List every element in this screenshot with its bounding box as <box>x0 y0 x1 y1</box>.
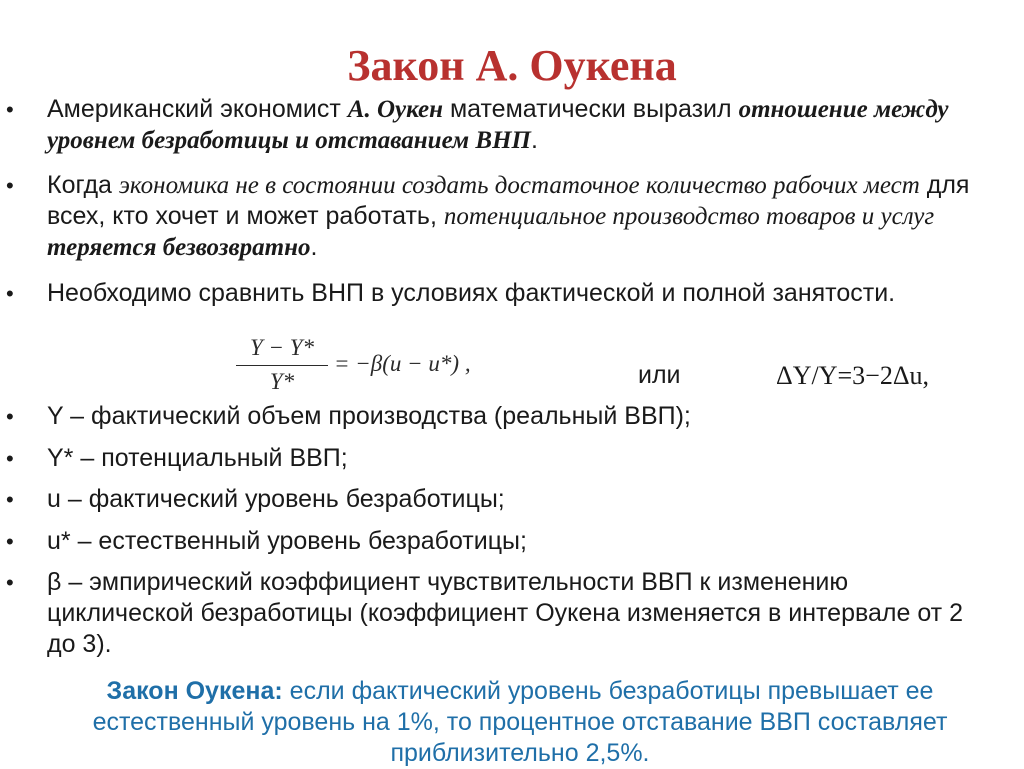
list-item <box>47 94 997 156</box>
law-text: если фактический уровень безработицы превышает ее естественный уровень на 1%, то процентное отставание ВВП составляет приблизительно 2,5%. <box>92 677 948 767</box>
item-emphasis: потенциальное производство товаров и услуг <box>443 203 935 230</box>
slide-title: Закон А. Оукена <box>347 41 677 90</box>
item-text: . <box>310 233 318 261</box>
okun-formula <box>236 333 536 397</box>
list-item: β – эмпирический коэффициент чувствительности ВВП к изменению циклической безработицы (коэффициент Оукена изменяется в интервале от 2 до 3). <box>47 568 963 658</box>
fraction-bar <box>236 365 328 366</box>
okun-law-statement <box>60 676 980 769</box>
item-emphasis: теряется безвозвратно <box>47 234 311 261</box>
item-text: Когда <box>47 171 119 199</box>
bullet-icon: • <box>6 97 14 122</box>
alt-formula: ΔY/Y=3−2Δu, <box>776 361 930 390</box>
bullet-icon: • <box>6 281 14 306</box>
formula-fraction <box>236 333 328 397</box>
bullet-icon: • <box>6 487 14 512</box>
list-item <box>47 170 997 263</box>
formula-numerator: Y − Y* <box>249 335 315 360</box>
bullet-icon: • <box>6 529 14 554</box>
law-label: Закон Оукена: <box>106 677 283 705</box>
formula-rhs: = −β(u − u*) , <box>334 351 471 376</box>
bullet-icon: • <box>6 446 14 471</box>
formula-or: или <box>638 361 681 389</box>
bullet-icon: • <box>6 173 14 198</box>
item-emphasis: отношение между уровнем безработицы и отставанием ВНП <box>47 96 949 154</box>
item-text: математически выразил <box>443 95 739 123</box>
item-emphasis: экономика не в состоянии создать достаточное количество рабочих мест <box>118 172 920 199</box>
item-text: Американский экономист <box>47 95 348 123</box>
item-emphasis: А. Оукен <box>347 96 444 123</box>
list-item: Y* – потенциальный ВВП; <box>47 444 348 472</box>
formula-denominator: Y* <box>269 369 295 394</box>
item-text: для всех, кто хочет и может работать, <box>47 171 970 230</box>
item-text: . <box>531 126 538 154</box>
bullet-icon: • <box>6 404 14 429</box>
list-item: Y – фактический объем производства (реальный ВВП); <box>47 402 691 430</box>
bullet-icon: • <box>6 570 14 595</box>
list-item: u* – естественный уровень безработицы; <box>47 527 527 555</box>
list-item: u – фактический уровень безработицы; <box>47 485 505 513</box>
list-item: Необходимо сравнить ВНП в условиях фактической и полной занятости. <box>47 279 896 307</box>
